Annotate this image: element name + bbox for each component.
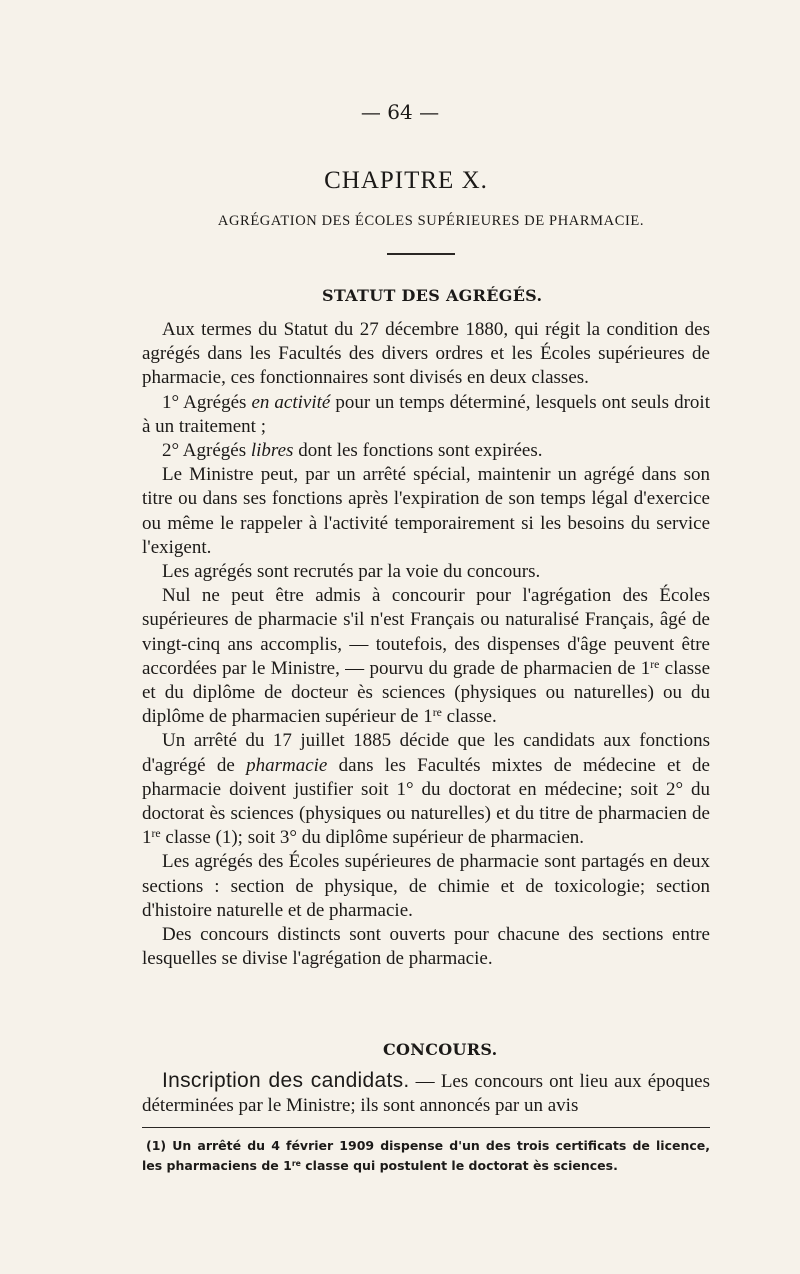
list-number: 2° Agrégés bbox=[162, 440, 251, 462]
paragraph-3 bbox=[142, 439, 710, 463]
list-number: 1° Agrégés bbox=[162, 391, 252, 413]
paragraph-text: classe. bbox=[441, 706, 497, 728]
footnote bbox=[142, 1136, 710, 1176]
chapter-subtitle: AGRÉGATION DES ÉCOLES SUPÉRIEURES DE PHARMACIE. bbox=[217, 213, 645, 229]
paragraph-text: — Les concours ont lieu aux époques déterminées par le Ministre; ils sont annoncés par un avis bbox=[142, 1071, 710, 1117]
paragraph-2 bbox=[142, 391, 710, 439]
paragraph-text: dans les Facultés mixtes de médecine et de pharmacie doivent justifier soit 1° du doctorat en médecine; soit 2° du doctorat ès sciences (physiques ou naturelles) et du titre de pharmacien de 1 bbox=[142, 754, 710, 849]
paragraph-1: Aux termes du Statut du 27 décembre 1880, qui régit la condition des agrégés dans les Facultés des divers ordres et les Écoles supérieures de pharmacie, ces fonctionnaires sont divisés en deux classes. bbox=[142, 319, 710, 389]
paragraph-6 bbox=[142, 584, 710, 729]
superscript: re bbox=[650, 657, 660, 671]
title-divider bbox=[387, 253, 455, 255]
footnote-part: classe qui postulent le doctorat ès sciences. bbox=[300, 1158, 618, 1173]
chapter-title: CHAPITRE X. bbox=[324, 167, 488, 194]
footnote-divider bbox=[142, 1127, 710, 1128]
paragraph-7 bbox=[142, 729, 710, 850]
paragraph-text: Un arrêté du 17 juillet 1885 décide que les candidats aux fonctions d'agrégé de bbox=[142, 730, 710, 776]
inscription-lead: Inscription des candidats. bbox=[162, 1069, 410, 1092]
section-heading-statut: STATUT DES AGRÉGÉS. bbox=[322, 286, 543, 305]
emphasis: en activité bbox=[251, 391, 331, 413]
superscript: re bbox=[432, 706, 442, 720]
section-body-statut bbox=[142, 318, 710, 971]
page-number: — 64 — bbox=[360, 100, 440, 124]
paragraph-5: Les agrégés sont recrutés par la voie du concours. bbox=[162, 561, 541, 583]
superscript: re bbox=[151, 827, 161, 841]
emphasis: libres bbox=[250, 440, 294, 462]
section-body-concours bbox=[142, 1069, 710, 1118]
paragraph-9: Des concours distincts sont ouverts pour chacune des sections entre lesquelles se divise l'agrégation de pharmacie. bbox=[142, 924, 710, 970]
paragraph-text: classe et du diplôme de docteur ès sciences (physiques ou naturelles) ou du diplôme de pharmacien supérieur de 1 bbox=[142, 657, 711, 728]
footnote-part: (1) Un arrêté du 4 février 1909 dispense d'un des trois certificats de licence, les pharmaciens de 1 bbox=[142, 1138, 710, 1173]
emphasis: pharmacie bbox=[246, 754, 328, 776]
paragraph-8: Les agrégés des Écoles supérieures de pharmacie sont partagés en deux sections : section de physique, de chimie et de toxicologie; section d'histoire naturelle et de pharmacie. bbox=[142, 851, 710, 921]
paragraph-4: Le Ministre peut, par un arrêté spécial, maintenir un agrégé dans son titre ou dans ses fonctions après l'expiration de son temps légal d'exercice ou même le rappeler à l'activité temporairement si les besoins du service l'exigent. bbox=[142, 464, 710, 558]
paragraph-text: pour un temps déterminé, lesquels ont seuls droit à un traitement ; bbox=[142, 391, 710, 437]
section-heading-concours: CONCOURS. bbox=[383, 1040, 498, 1059]
footnote-text bbox=[142, 1136, 710, 1176]
paragraph-text: Nul ne peut être admis à concourir pour l'agrégation des Écoles supérieures de pharmacie s'il n'est Français ou naturalisé Français, âgé de vingt-cinq ans accomplis, — toutefois, des dispenses d'âge peuvent être accordées par le Ministre, — pourvu du grade de pharmacien de 1 bbox=[142, 585, 710, 679]
paragraph-text: classe (1); soit 3° du diplôme supérieur de pharmacien. bbox=[160, 827, 585, 849]
superscript: re bbox=[291, 1159, 301, 1169]
paragraph-text: dont les fonctions sont expirées. bbox=[293, 440, 543, 462]
paragraph-inscription bbox=[142, 1069, 710, 1118]
